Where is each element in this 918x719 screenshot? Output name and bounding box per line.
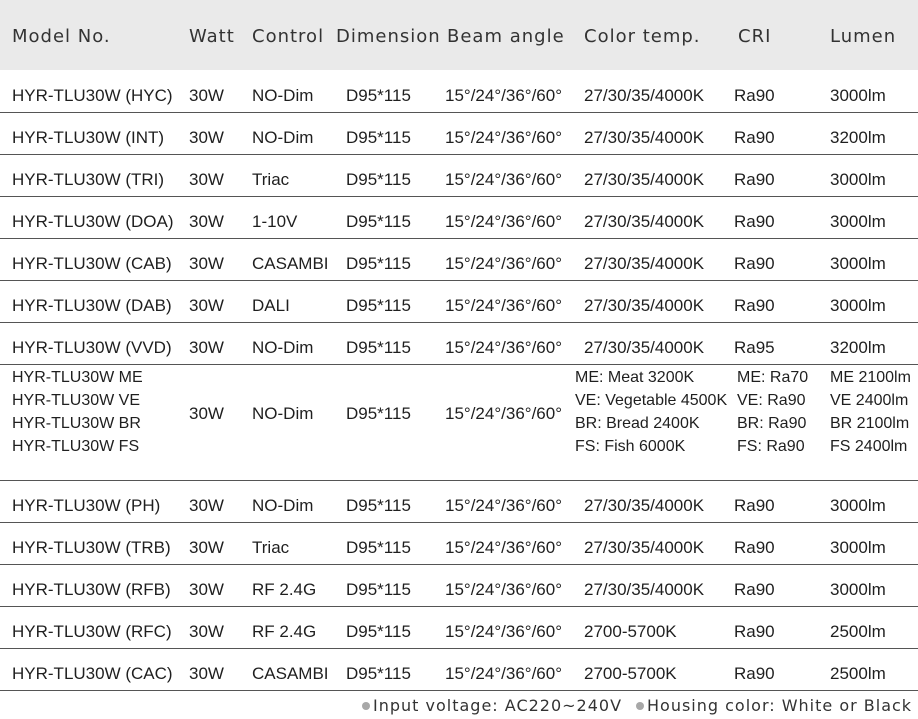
cell-model: HYR-TLU30W BR [12,415,141,432]
cell-model: HYR-TLU30W (TRB) [12,538,171,557]
cell-lumen: BR 2100lm [830,415,910,432]
cell-cri: Ra90 [734,86,775,105]
cell-beam-angle: 15°/24°/36°/60° [445,664,562,683]
cell-color-temp: 27/30/35/4000K [584,580,705,599]
housing-color-note [636,696,912,715]
header-cri: CRI [738,26,772,47]
cell-cri: Ra90 [734,580,775,599]
cell-dimension: D95*115 [346,622,411,641]
cell-lumen: 3200lm [830,338,886,357]
cell-dimension: D95*115 [346,212,411,231]
cell-beam-angle: 15°/24°/36°/60° [445,170,562,189]
cell-cri: Ra90 [734,664,775,683]
cell-beam-angle: 15°/24°/36°/60° [445,86,562,105]
cell-dimension: D95*115 [346,86,411,105]
cell-color-temp: 2700-5700K [584,622,677,641]
input-voltage-text: Input voltage: AC220~240V [373,696,623,715]
cell-watt: 30W [189,254,224,273]
cell-cri: Ra90 [734,212,775,231]
cell-model: HYR-TLU30W (CAB) [12,254,172,273]
cell-cri: Ra90 [734,296,775,315]
cell-cri: VE: Ra90 [737,392,806,409]
header-lumen: Lumen [830,26,897,47]
header-dimension: Dimension [336,26,441,47]
cell-cri: FS: Ra90 [737,438,805,455]
cell-dimension: D95*115 [346,254,411,273]
cell-control: CASAMBI [252,664,329,683]
cell-control: CASAMBI [252,254,329,273]
bullet-icon [636,702,644,710]
cell-color-temp: 27/30/35/4000K [584,212,705,231]
cell-control: Triac [252,538,290,557]
cell-control: NO-Dim [252,86,314,105]
cell-lumen: 3000lm [830,254,886,273]
cell-beam-angle: 15°/24°/36°/60° [445,212,562,231]
cell-color-temp: 27/30/35/4000K [584,496,705,515]
cell-beam-angle: 15°/24°/36°/60° [445,622,562,641]
cell-lumen: 3000lm [830,212,886,231]
cell-cri: Ra90 [734,622,775,641]
cell-model: HYR-TLU30W (HYC) [12,86,173,105]
header-color-temp: Color temp. [584,26,701,47]
cell-dimension: D95*115 [346,664,411,683]
cell-cri: Ra90 [734,538,775,557]
cell-watt: 30W [189,622,224,641]
cell-cri: Ra90 [734,254,775,273]
cell-lumen: 3000lm [830,86,886,105]
cell-beam-angle: 15°/24°/36°/60° [445,538,562,557]
cell-dimension: D95*115 [346,338,411,357]
header-model: Model No. [12,26,111,47]
cell-color-temp: 27/30/35/4000K [584,170,705,189]
cell-watt: 30W [189,296,224,315]
cell-model: HYR-TLU30W (PH) [12,496,161,515]
cell-lumen: 3000lm [830,296,886,315]
cell-watt: 30W [189,404,224,423]
cell-color-temp: 27/30/35/4000K [584,538,705,557]
cell-control: RF 2.4G [252,622,317,641]
cell-control: NO-Dim [252,404,314,423]
cell-model: HYR-TLU30W (INT) [12,128,165,147]
cell-color-temp: FS: Fish 6000K [575,438,686,455]
cell-cri: Ra90 [734,496,775,515]
cell-lumen: 3000lm [830,170,886,189]
cell-color-temp: ME: Meat 3200K [575,369,695,386]
cell-model: HYR-TLU30W (DAB) [12,296,172,315]
cell-beam-angle: 15°/24°/36°/60° [445,496,562,515]
cell-color-temp: 27/30/35/4000K [584,296,705,315]
cell-control: DALI [252,296,290,315]
cell-watt: 30W [189,538,224,557]
cell-lumen: 2500lm [830,664,886,683]
cell-lumen: FS 2400lm [830,438,908,455]
cell-lumen: 3000lm [830,580,886,599]
cell-cri: BR: Ra90 [737,415,807,432]
cell-cri: ME: Ra70 [737,369,809,386]
cell-lumen: 2500lm [830,622,886,641]
cell-watt: 30W [189,338,224,357]
cell-watt: 30W [189,212,224,231]
cell-cri: Ra90 [734,128,775,147]
cell-watt: 30W [189,86,224,105]
cell-model: HYR-TLU30W ME [12,369,143,386]
cell-lumen: VE 2400lm [830,392,909,409]
cell-dimension: D95*115 [346,296,411,315]
cell-control: NO-Dim [252,338,314,357]
cell-color-temp: VE: Vegetable 4500K [575,392,728,409]
housing-color-text: Housing color: White or Black [647,696,913,715]
cell-model: HYR-TLU30W (TRI) [12,170,165,189]
cell-dimension: D95*115 [346,538,411,557]
cell-model: HYR-TLU30W VE [12,392,141,409]
cell-watt: 30W [189,664,224,683]
cell-control: NO-Dim [252,496,314,515]
cell-model: HYR-TLU30W (VVD) [12,338,172,357]
header-watt: Watt [189,26,235,47]
cell-beam-angle: 15°/24°/36°/60° [445,580,562,599]
bullet-icon [362,702,370,710]
table-header [0,0,918,70]
cell-control: NO-Dim [252,128,314,147]
cell-color-temp: BR: Bread 2400K [575,415,700,432]
cell-watt: 30W [189,170,224,189]
cell-dimension: D95*115 [346,170,411,189]
cell-color-temp: 27/30/35/4000K [584,128,705,147]
cell-lumen: 3000lm [830,496,886,515]
cell-color-temp: 27/30/35/4000K [584,254,705,273]
cell-color-temp: 2700-5700K [584,664,677,683]
input-voltage-note [362,696,622,715]
cell-model: HYR-TLU30W FS [12,438,140,455]
header-control: Control [252,26,325,47]
cell-color-temp: 27/30/35/4000K [584,86,705,105]
cell-lumen: 3000lm [830,538,886,557]
cell-beam-angle: 15°/24°/36°/60° [445,254,562,273]
cell-dimension: D95*115 [346,404,411,423]
cell-color-temp: 27/30/35/4000K [584,338,705,357]
cell-control: Triac [252,170,290,189]
cell-dimension: D95*115 [346,496,411,515]
cell-control: RF 2.4G [252,580,317,599]
cell-dimension: D95*115 [346,580,411,599]
cell-model: HYR-TLU30W (DOA) [12,212,174,231]
header-beam-angle: Beam angle [447,26,565,47]
cell-lumen: ME 2100lm [830,369,911,386]
cell-cri: Ra90 [734,170,775,189]
cell-control: 1-10V [252,212,298,231]
cell-watt: 30W [189,580,224,599]
cell-dimension: D95*115 [346,128,411,147]
cell-model: HYR-TLU30W (CAC) [12,664,173,683]
cell-beam-angle: 15°/24°/36°/60° [445,404,562,423]
cell-model: HYR-TLU30W (RFB) [12,580,171,599]
cell-beam-angle: 15°/24°/36°/60° [445,296,562,315]
cell-lumen: 3200lm [830,128,886,147]
cell-beam-angle: 15°/24°/36°/60° [445,338,562,357]
cell-watt: 30W [189,128,224,147]
cell-model: HYR-TLU30W (RFC) [12,622,172,641]
cell-beam-angle: 15°/24°/36°/60° [445,128,562,147]
cell-cri: Ra95 [734,338,775,357]
cell-watt: 30W [189,496,224,515]
